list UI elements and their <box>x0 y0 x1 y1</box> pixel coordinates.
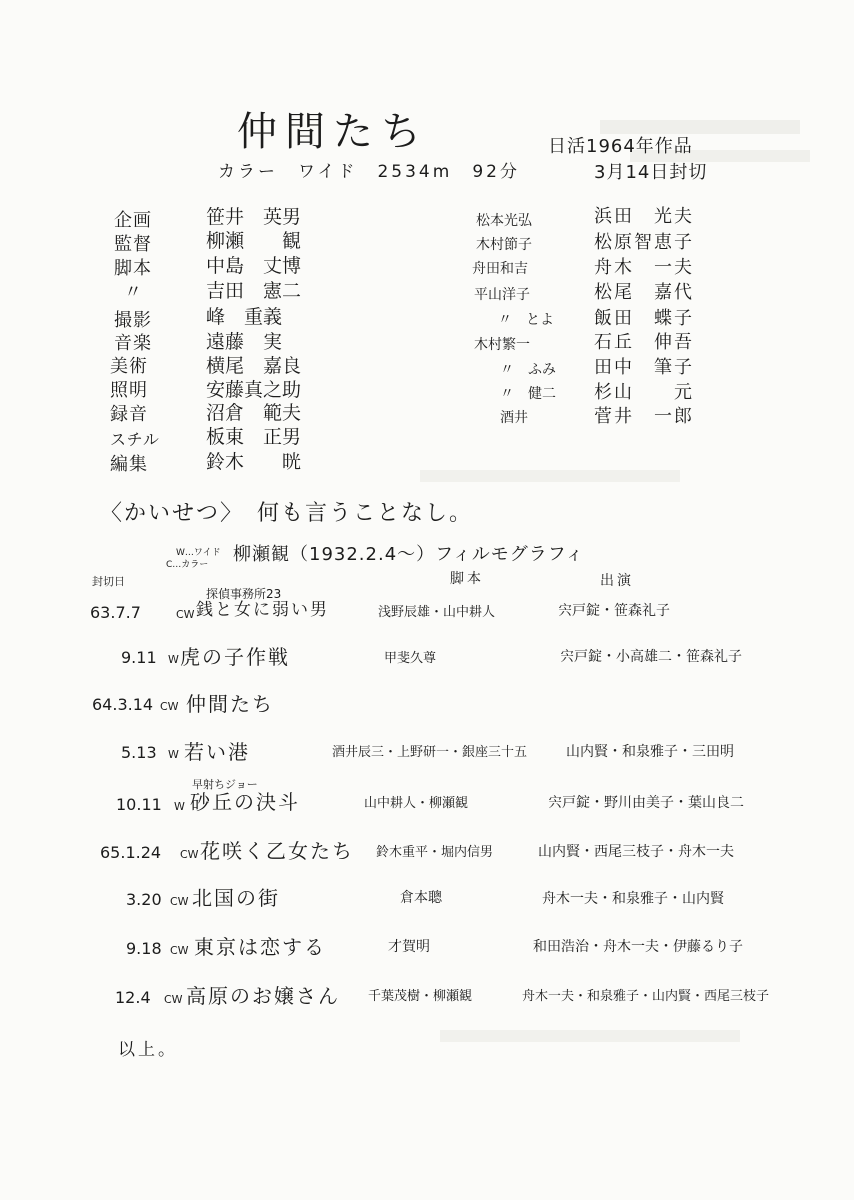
entry-format: W <box>168 748 179 761</box>
format-key-wide: W…ワイド <box>176 548 221 558</box>
entry-screenplay: 酒井辰三・上野研一・銀座三十五 <box>332 745 528 760</box>
release-date: 3月14日封切 <box>594 162 708 183</box>
entry-screenplay: 甲斐久尊 <box>384 651 437 666</box>
entry-screenplay: 浅野辰雄・山中耕人 <box>378 605 496 620</box>
cast-actor: 松原智恵子 <box>594 232 694 253</box>
entry-screenplay: 鈴木重平・堀内信男 <box>376 845 494 860</box>
cast-character: 木村繁一 <box>474 337 530 353</box>
entry-screenplay: 才賀明 <box>388 939 430 955</box>
staff-name: 峰 重義 <box>206 306 283 328</box>
entry-title: 東京は恋する <box>194 935 326 959</box>
column-header-release: 封切日 <box>92 575 125 588</box>
bleed-through-mark <box>440 1030 740 1042</box>
studio-year: 日活1964年作品 <box>548 136 693 157</box>
entry-date: 65.1.24 <box>100 843 162 862</box>
format-key-color: C…カラー <box>166 560 209 570</box>
staff-name: 横尾 嘉良 <box>206 355 302 377</box>
filmography-heading: 柳瀬観（1932.2.4～）フィルモグラフィ <box>233 544 585 565</box>
staff-role: 美術 <box>110 356 148 377</box>
entry-cast: 宍戸錠・野川由美子・葉山良二 <box>548 795 744 811</box>
entry-screenplay: 千葉茂樹・柳瀬観 <box>368 989 473 1004</box>
staff-name: 鈴木 晄 <box>206 451 302 473</box>
cast-actor: 石丘 伸吾 <box>594 332 694 353</box>
entry-format: CW <box>176 608 195 621</box>
closing-note: 以上。 <box>118 1040 178 1060</box>
staff-role: 録音 <box>110 404 148 425</box>
cast-character: 〃 とよ <box>498 312 554 328</box>
staff-name: 中島 丈博 <box>206 255 302 277</box>
bleed-through-mark <box>600 120 800 134</box>
entry-format: CW <box>170 895 189 908</box>
cast-actor: 舟木 一夫 <box>594 257 694 278</box>
cast-actor: 松尾 嘉代 <box>594 282 694 303</box>
entry-date: 63.7.7 <box>90 603 141 622</box>
staff-name: 吉田 憲二 <box>206 280 302 302</box>
entry-date: 3.20 <box>126 890 162 909</box>
column-header-screenplay: 脚本 <box>450 571 484 587</box>
staff-name: 沼倉 範夫 <box>206 402 302 424</box>
entry-title: 砂丘の決斗 <box>190 790 300 814</box>
entry-date: 5.13 <box>121 743 157 762</box>
staff-name: 安藤真之助 <box>206 379 302 401</box>
entry-alt-title: 早射ちジョー <box>192 778 258 791</box>
entry-date: 10.11 <box>116 795 162 814</box>
entry-title: 高原のお嬢さん <box>186 984 340 1008</box>
cast-character: 酒井 <box>500 410 528 426</box>
staff-role: 脚本 <box>114 258 152 279</box>
staff-role: 照明 <box>110 380 148 401</box>
entry-screenplay: 倉本聰 <box>400 890 442 906</box>
entry-date: 64.3.14 <box>92 695 154 714</box>
page-title: 仲間たち <box>237 109 429 155</box>
entry-format: CW <box>160 700 179 713</box>
entry-format: W <box>168 653 179 666</box>
cast-actor: 飯田 蝶子 <box>594 308 694 329</box>
staff-role: スチル <box>110 430 160 449</box>
staff-role: 〃 <box>124 282 143 303</box>
entry-format: W <box>174 800 185 813</box>
entry-cast: 宍戸錠・小高雄二・笹森礼子 <box>560 649 742 665</box>
staff-name: 板東 正男 <box>206 426 302 448</box>
cast-character: 松本光弘 <box>476 213 532 229</box>
film-specs: カラー ワイド 2534m 92分 <box>218 162 520 182</box>
entry-cast: 和田浩治・舟木一夫・伊藤るり子 <box>533 939 743 955</box>
entry-cast: 舟木一夫・和泉雅子・山内賢・西尾三枝子 <box>522 989 770 1004</box>
entry-date: 9.11 <box>121 648 157 667</box>
entry-alt-title: 探偵事務所23 <box>206 587 282 601</box>
cast-character: 木村節子 <box>476 237 532 253</box>
staff-name: 笹井 英男 <box>206 206 302 228</box>
cast-character: 〃 ふみ <box>500 362 556 378</box>
staff-name: 柳瀬 観 <box>206 230 302 252</box>
entry-format: CW <box>180 848 199 861</box>
staff-name: 遠藤 実 <box>206 331 283 353</box>
cast-actor: 菅井 一郎 <box>594 406 694 427</box>
entry-title: 若い港 <box>184 740 250 764</box>
staff-role: 編集 <box>110 454 148 475</box>
staff-role: 音楽 <box>114 333 152 354</box>
cast-character: 舟田和吉 <box>472 261 528 277</box>
staff-role: 撮影 <box>114 310 152 331</box>
cast-actor: 浜田 光夫 <box>594 206 694 227</box>
entry-title: 銭と女に弱い男 <box>196 600 329 620</box>
staff-role: 企画 <box>114 210 152 231</box>
entry-date: 12.4 <box>115 988 151 1007</box>
entry-cast: 山内賢・西尾三枝子・舟木一夫 <box>538 844 734 860</box>
cast-character: 〃 健二 <box>500 386 556 402</box>
commentary-note: 〈かいせつ〉 何も言うことなし。 <box>100 501 474 526</box>
staff-role: 監督 <box>114 234 152 255</box>
column-header-cast: 出演 <box>600 573 634 589</box>
entry-title: 北国の街 <box>192 886 280 910</box>
entry-cast: 宍戸錠・笹森礼子 <box>558 603 670 619</box>
entry-cast: 山内賢・和泉雅子・三田明 <box>566 744 734 760</box>
entry-title: 仲間たち <box>186 692 274 716</box>
entry-format: CW <box>170 944 189 957</box>
entry-format: CW <box>164 993 183 1006</box>
cast-actor: 田中 筆子 <box>594 357 694 378</box>
bleed-through-mark <box>420 470 680 482</box>
entry-date: 9.18 <box>126 939 162 958</box>
cast-character: 平山洋子 <box>474 287 530 303</box>
entry-screenplay: 山中耕人・柳瀬観 <box>364 796 469 811</box>
entry-title: 花咲く乙女たち <box>200 839 354 863</box>
cast-actor: 杉山 元 <box>594 382 694 403</box>
entry-cast: 舟木一夫・和泉雅子・山内賢 <box>542 891 724 907</box>
entry-title: 虎の子作戦 <box>180 645 290 669</box>
